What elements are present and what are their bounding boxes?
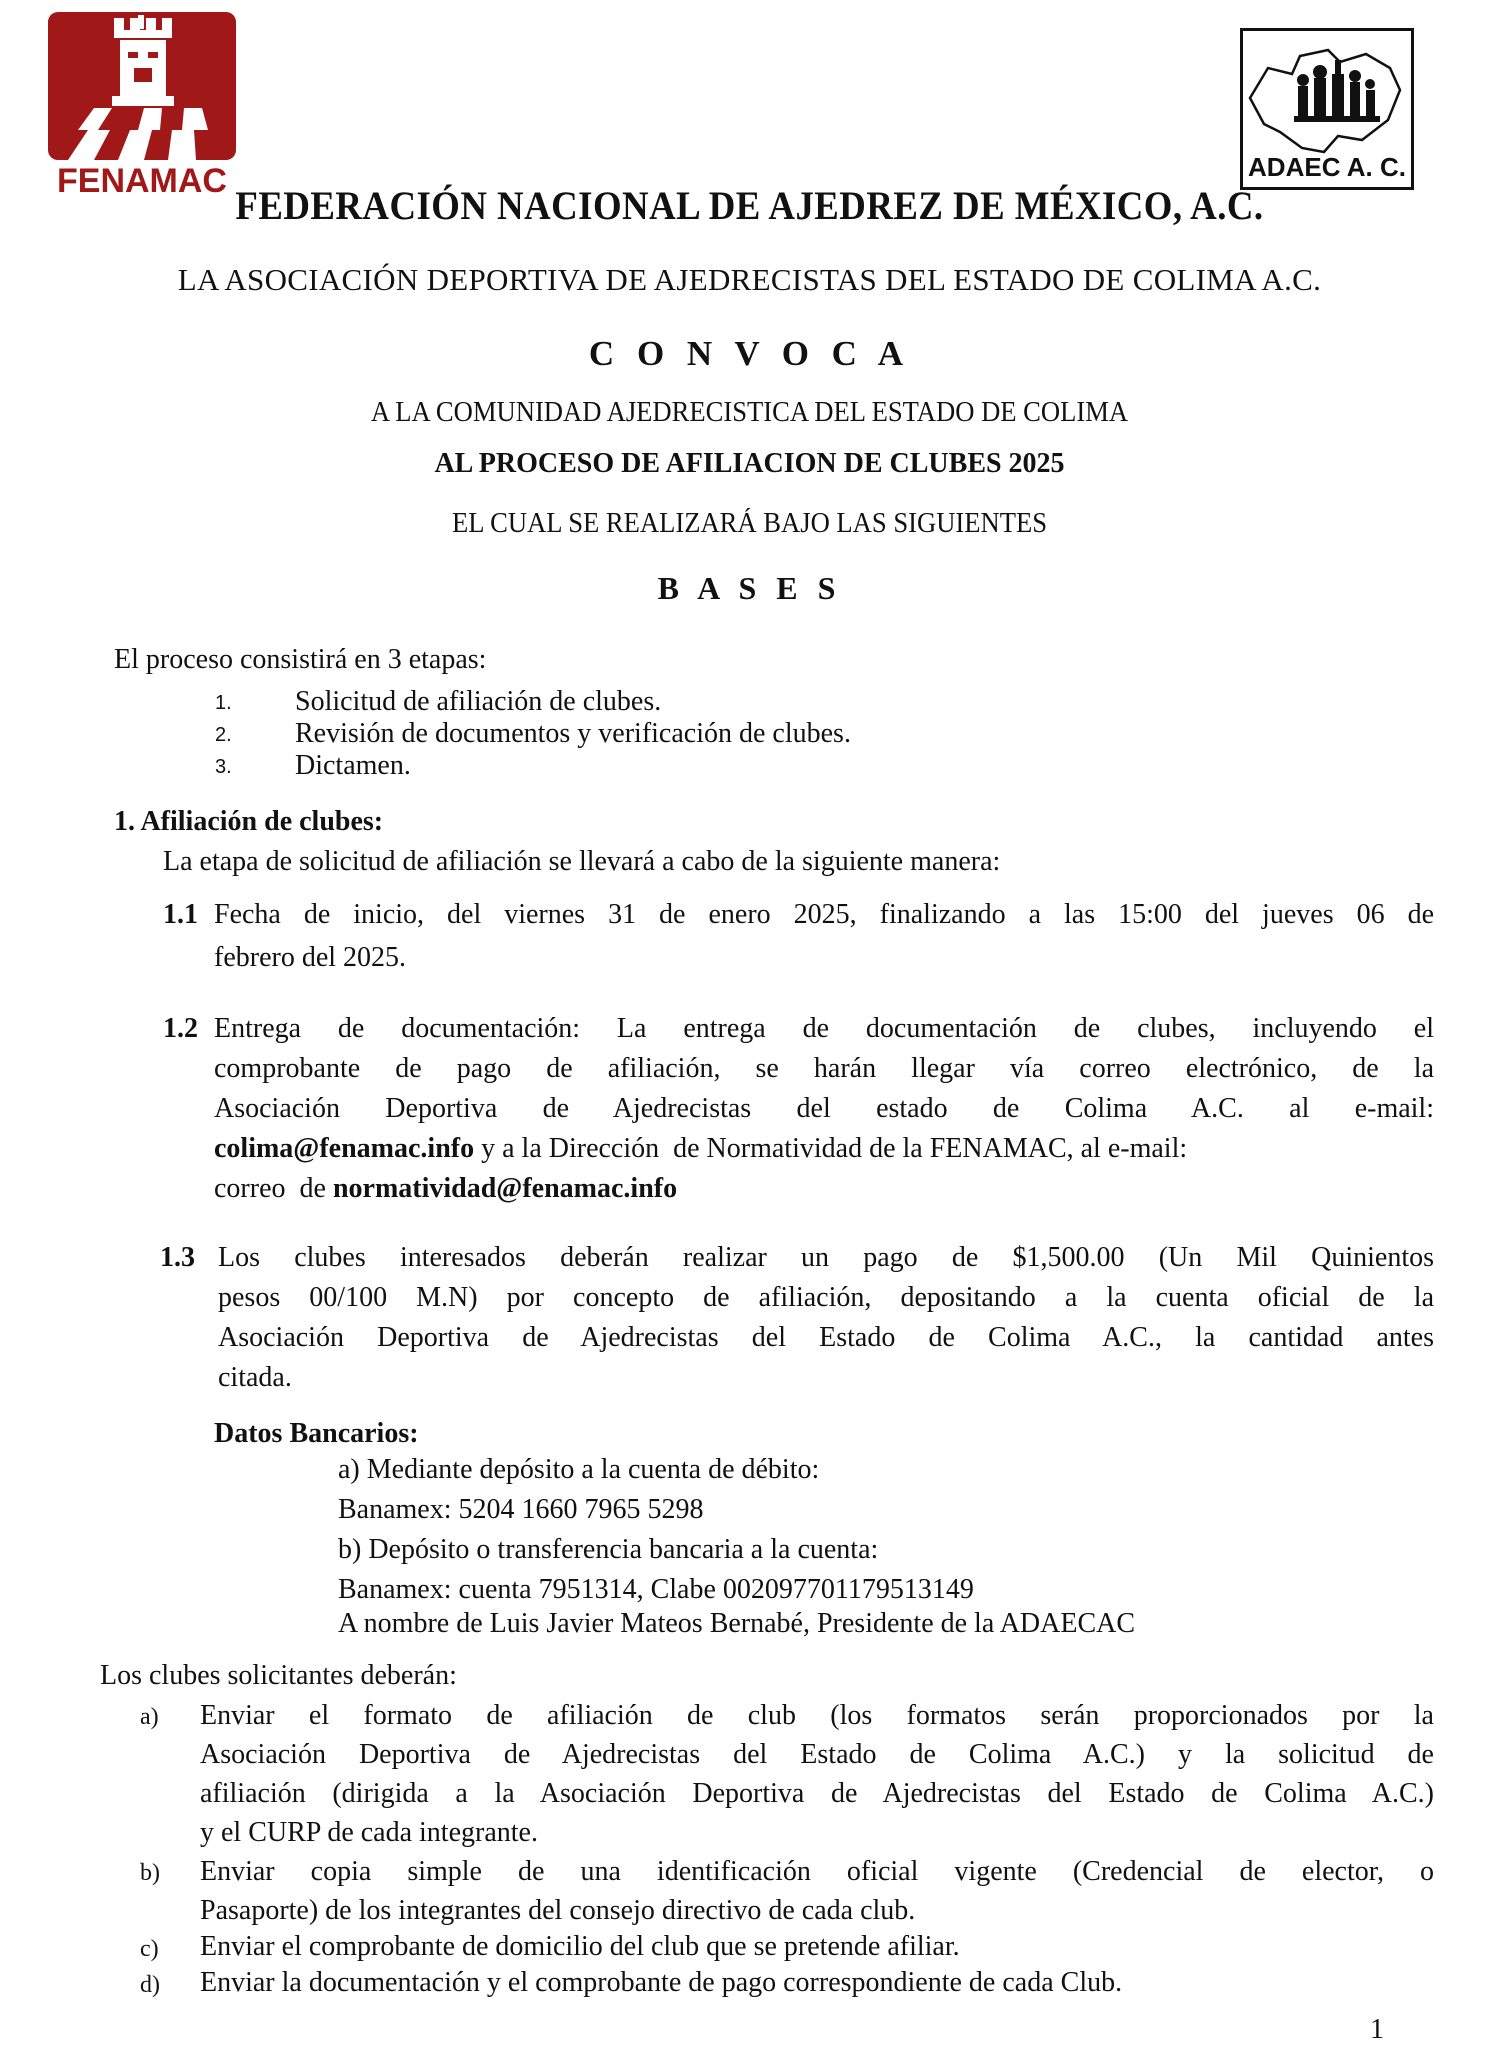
svg-text:ADAEC A. C.: ADAEC A. C. — [1248, 152, 1406, 182]
paragraph-text: y a la Dirección de Normatividad de la FENAMAC, al e-mail: — [474, 1133, 1188, 1164]
paragraph-line: Fecha de inicio, del viernes 31 de enero 2025, finalizando a las 15:00 del jueves 06 de — [214, 899, 1434, 930]
list-text: Revisión de documentos y verificación de clubes. — [295, 718, 851, 749]
list-number: 2. — [215, 724, 232, 746]
bank-account-a: Banamex: 5204 1660 7965 5298 — [338, 1494, 704, 1525]
steps-list — [215, 686, 1115, 782]
section-heading: 1. Afiliación de clubes: — [114, 806, 384, 837]
association-name: LA ASOCIACIÓN DEPORTIVA DE AJEDRECISTAS DEL ESTADO DE COLIMA A.C. — [177, 262, 1322, 297]
list-text: y el CURP de cada integrante. — [200, 1817, 538, 1848]
fenamac-logo — [48, 12, 236, 196]
list-item — [140, 1852, 1434, 1930]
list-number: 1. — [215, 692, 232, 714]
federation-title: FEDERACIÓN NACIONAL DE AJEDREZ DE MÉXICO, A.C. — [235, 183, 1264, 228]
requirements-list — [140, 1696, 1434, 2002]
paragraph-line: pesos 00/100 M.N) por concepto de afiliación, depositando a la cuenta oficial de la — [218, 1282, 1434, 1313]
list-text: Dictamen. — [295, 750, 411, 781]
bank-heading: Datos Bancarios: — [214, 1418, 419, 1449]
list-letter: c) — [140, 1936, 159, 1962]
list-number: 3. — [215, 756, 232, 778]
list-text: Solicitud de afiliación de clubes. — [295, 686, 662, 717]
paragraph-line: Asociación Deportiva de Ajedrecistas del Estado de Colima A.C., la cantidad antes — [218, 1322, 1434, 1353]
paragraph-line — [214, 1129, 1434, 1169]
bank-account-b: Banamex: cuenta 7951314, Clabe 002097701179513149 — [338, 1574, 974, 1605]
list-item — [140, 1696, 1434, 1852]
paragraph-line — [214, 1169, 677, 1209]
paragraph-line: Asociación Deportiva de Ajedrecistas del estado de Colima A.C. al e-mail: — [214, 1093, 1434, 1124]
list-text: Enviar copia simple de una identificación oficial vigente (Credencial de elector, o — [200, 1856, 1434, 1887]
list-item — [140, 1930, 1434, 1966]
account-holder: A nombre de Luis Javier Mateos Bernabé, Presidente de la ADAECAC — [338, 1608, 1136, 1639]
bank-option-a: a) Mediante depósito a la cuenta de débito: — [338, 1454, 820, 1485]
paragraph-line: comprobante de pago de afiliación, se harán llegar vía correo electrónico, de la — [214, 1053, 1434, 1084]
bases-heading: B A S E S — [657, 570, 842, 606]
list-item — [215, 750, 1115, 782]
list-item — [215, 686, 1115, 718]
process-line: AL PROCESO DE AFILIACION DE CLUBES 2025 — [434, 448, 1065, 479]
list-letter: a) — [140, 1704, 159, 1730]
community-line: A LA COMUNIDAD AJEDRECISTICA DEL ESTADO DE COLIMA — [370, 397, 1129, 428]
list-text: Enviar el formato de afiliación de club (los formatos serán proporcionados por la — [200, 1700, 1434, 1731]
paragraph-line: Entrega de documentación: La entrega de documentación de clubes, incluyendo el — [214, 1013, 1434, 1044]
list-text: Asociación Deportiva de Ajedrecistas del Estado de Colima A.C.) y la solicitud de — [200, 1739, 1434, 1770]
paragraph-line: febrero del 2025. — [214, 942, 407, 973]
list-item — [215, 718, 1115, 750]
list-text: Enviar el comprobante de domicilio del club que se pretende afiliar. — [200, 1931, 960, 1962]
adaec-logo — [1240, 28, 1414, 190]
paragraph-text: correo de — [214, 1173, 333, 1204]
page-number: 1 — [1370, 2014, 1384, 2045]
list-text: Pasaporte) de los integrantes del consejo directivo de cada club. — [200, 1895, 916, 1926]
list-text: Enviar la documentación y el comprobante de pago correspondiente de cada Club. — [200, 1967, 1123, 1998]
list-letter: b) — [140, 1860, 160, 1886]
paragraph-line: Los clubes interesados deberán realizar un pago de $1,500.00 (Un Mil Quinientos — [218, 1242, 1434, 1273]
bank-option-b: b) Depósito o transferencia bancaria a la cuenta: — [338, 1534, 879, 1565]
subsection-number: 1.2 — [163, 1013, 198, 1044]
convoca-heading: C O N V O C A — [588, 334, 911, 373]
intro-text: El proceso consistirá en 3 etapas: — [114, 644, 487, 675]
subsection-number: 1.3 — [160, 1242, 195, 1273]
subsection-number: 1.1 — [163, 899, 198, 930]
list-letter: d) — [140, 1972, 160, 1998]
email-link-colima[interactable]: colima@fenamac.info — [214, 1133, 475, 1164]
email-link-normatividad[interactable]: normatividad@fenamac.info — [332, 1173, 678, 1204]
svg-text:FENAMAC: FENAMAC — [57, 162, 227, 196]
section-lead: La etapa de solicitud de afiliación se llevará a cabo de la siguiente manera: — [163, 846, 1001, 877]
requirements-intro: Los clubes solicitantes deberán: — [100, 1660, 457, 1691]
list-item — [140, 1966, 1434, 2002]
conditions-line: EL CUAL SE REALIZARÁ BAJO LAS SIGUIENTES — [451, 508, 1048, 539]
paragraph-line: citada. — [218, 1362, 292, 1393]
list-text: afiliación (dirigida a la Asociación Deportiva de Ajedrecistas del Estado de Colima A.C.) — [200, 1778, 1434, 1809]
